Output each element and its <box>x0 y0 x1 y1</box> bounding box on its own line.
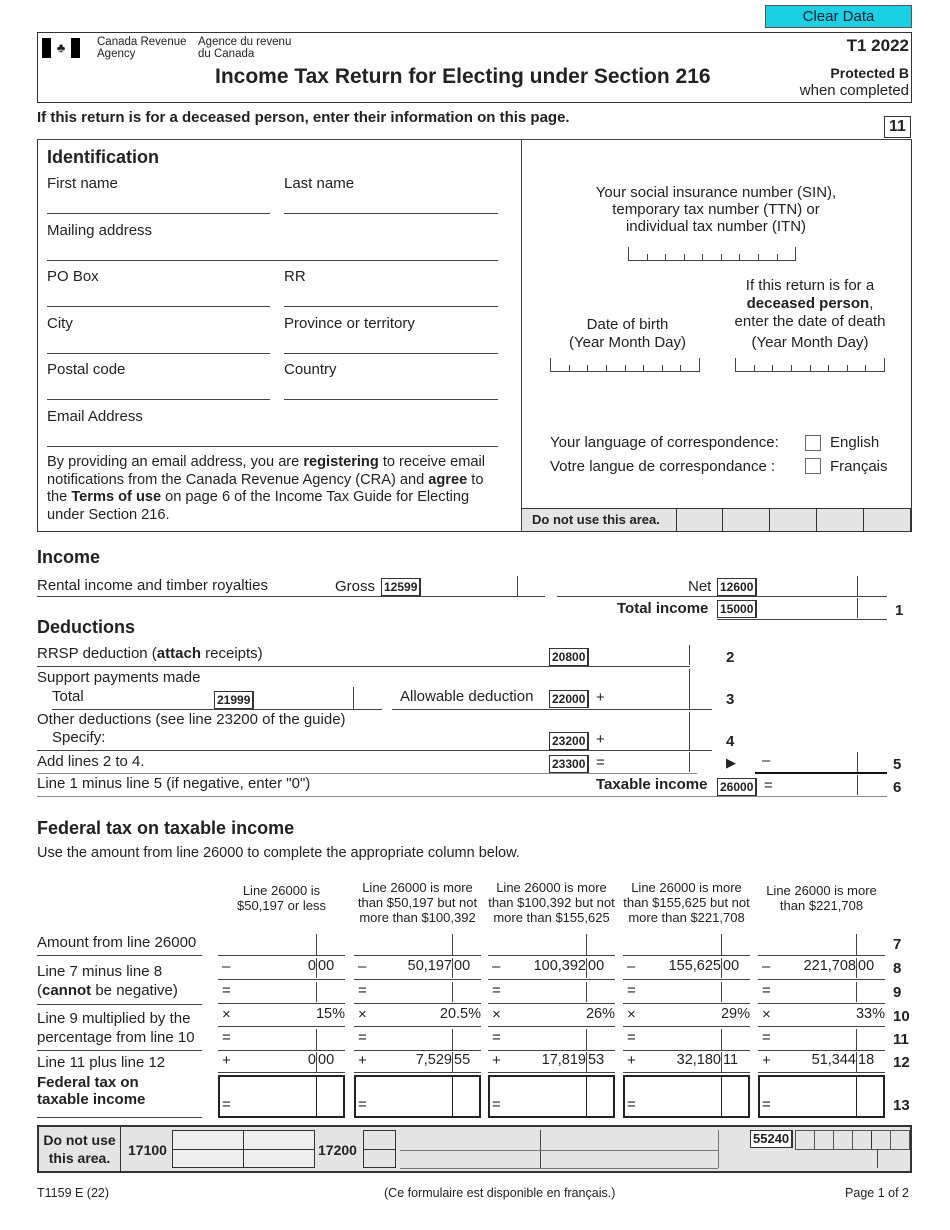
line-8-col-2 <box>354 979 481 980</box>
francais-checkbox[interactable] <box>805 458 821 474</box>
divider <box>452 982 453 1002</box>
plus-sign: + <box>627 1052 636 1069</box>
plus-sign: + <box>358 1052 367 1069</box>
federal-tax-heading: Federal tax on taxable income <box>37 818 295 838</box>
line-12-tax-amount-col-4: 32,180 <box>676 1052 721 1068</box>
line-number-9: 9 <box>893 984 902 1001</box>
line-10-rate-col-4: 29% <box>720 1006 750 1022</box>
equals-sign: = <box>222 1029 231 1046</box>
amount-label: Amount from line 26000 <box>37 934 197 951</box>
mailing-address-input[interactable] <box>47 260 498 261</box>
divider <box>452 1075 453 1118</box>
column-header-5 <box>748 883 895 913</box>
line-12-tax-amount-col-5: 51,344 <box>811 1052 856 1068</box>
line-13-input-col-3[interactable] <box>488 1075 615 1118</box>
identification-heading: Identification <box>47 147 159 167</box>
divider <box>586 1052 587 1072</box>
line-8-col-4 <box>623 979 750 980</box>
canada-flag-logo: ♣ <box>42 38 80 58</box>
minus-sign: – <box>627 958 636 975</box>
line-11-input-col-3[interactable] <box>488 1050 615 1051</box>
federal-tax-label: Federal tax on taxable income <box>37 1074 146 1108</box>
divider <box>452 1052 453 1072</box>
page-number: Page 1 of 2 <box>845 1186 909 1200</box>
add-lines-label: Add lines 2 to 4. <box>37 753 145 770</box>
gross-input[interactable] <box>37 596 545 597</box>
line-8-base-amount-col-2: 50,197 <box>407 958 452 974</box>
equals-sign: = <box>492 1029 501 1046</box>
po-box-label: PO Box <box>47 268 99 285</box>
line-12-cents-col-2: 55 <box>454 1052 471 1068</box>
line-10-rate-col-1: 15% <box>315 1006 345 1022</box>
minus-sign: – <box>492 958 501 975</box>
divider <box>721 934 722 956</box>
minus-sign: – <box>762 752 771 769</box>
first-name-label: First name <box>47 175 118 192</box>
country-input[interactable] <box>284 399 498 400</box>
divider <box>721 1052 722 1072</box>
divider <box>721 1075 722 1118</box>
divider <box>856 958 857 978</box>
line-number-6: 6 <box>893 779 902 796</box>
equals-sign: = <box>222 982 231 999</box>
minus-sign: – <box>762 958 771 975</box>
postal-code-input[interactable] <box>47 399 270 400</box>
column-header-line: Line 26000 is more <box>496 880 607 895</box>
page-title: Income Tax Return for Electing under Section 216 <box>215 65 711 88</box>
deductions-heading: Deductions <box>37 617 136 637</box>
death-date-label: If this return is for a deceased person, enter the date of death (Year Month Day) <box>734 277 886 351</box>
sin-label: Your social insurance number (SIN), temporary tax number (TTN) or individual tax number (ITN) <box>595 184 837 235</box>
line-10-col-5 <box>758 1026 885 1027</box>
po-box-input[interactable] <box>47 306 270 307</box>
line-26000-code: 26000 <box>717 778 757 796</box>
equals-sign: = <box>358 1029 367 1046</box>
clear-data-button[interactable]: Clear Data <box>765 5 912 28</box>
sin-input[interactable] <box>628 247 796 261</box>
divider <box>856 982 857 1002</box>
line-12-tax-amount-col-3: 17,819 <box>541 1052 586 1068</box>
line-11-input-col-4[interactable] <box>623 1050 750 1051</box>
column-header-line: $50,197 or less <box>237 898 326 913</box>
divider <box>316 982 317 1002</box>
line-12-tax-amount-col-1: 0 <box>307 1052 316 1068</box>
deceased-note: If this return is for a deceased person, enter their information on this page. <box>37 109 570 126</box>
last-name-label: Last name <box>284 175 355 192</box>
taxable-income-input[interactable] <box>37 796 887 797</box>
line-8-cents-col-5: 00 <box>858 958 875 974</box>
line-11-input-col-5[interactable] <box>758 1050 885 1051</box>
equals-sign: = <box>358 1096 367 1113</box>
line-10-rate-col-2: 20.5% <box>439 1006 481 1022</box>
line-10-col-4 <box>623 1026 750 1027</box>
city-label: City <box>47 315 73 332</box>
times-sign: × <box>762 1006 771 1023</box>
divider <box>452 1029 453 1050</box>
line-7-input-col-2[interactable] <box>354 955 481 956</box>
line-13-input-col-4[interactable] <box>623 1075 750 1118</box>
line-number-8: 8 <box>893 960 902 977</box>
code-55240: 55240 <box>750 1130 793 1148</box>
line-8-col-1 <box>218 979 345 980</box>
total-income-input[interactable] <box>717 619 887 620</box>
dob-input[interactable] <box>550 358 700 372</box>
divider <box>586 1029 587 1050</box>
line-9-input-col-5[interactable] <box>758 1003 885 1004</box>
when-completed-label: when completed <box>799 82 909 99</box>
line-12-col-3 <box>488 1072 615 1073</box>
line-8-cents-col-4: 00 <box>723 958 740 974</box>
equals-sign: = <box>492 982 501 999</box>
times-sign: × <box>627 1006 636 1023</box>
province-label: Province or territory <box>284 315 415 332</box>
line-10-rate-col-3: 26% <box>585 1006 615 1022</box>
divider <box>586 934 587 956</box>
line-number-5: 5 <box>893 756 902 773</box>
gross-label: Gross <box>335 578 376 595</box>
bottom-do-not-use-label: Do not use this area. <box>39 1127 121 1171</box>
plus-sign: + <box>762 1052 771 1069</box>
line-12-cents-col-1: 00 <box>318 1052 335 1068</box>
line-10-rate-col-5: 33% <box>855 1006 885 1022</box>
line-13-input-col-2[interactable] <box>354 1075 481 1118</box>
line-20800-code: 20800 <box>549 648 589 666</box>
line-number-1: 1 <box>895 602 904 619</box>
equals-sign: = <box>596 754 605 771</box>
postal-code-label: Postal code <box>47 361 126 378</box>
do-not-use-area: Do not use this area. <box>522 508 911 531</box>
line-13-input-col-1[interactable] <box>218 1075 345 1118</box>
line-12600-code: 12600 <box>717 578 757 596</box>
last-name-input[interactable] <box>284 213 498 214</box>
column-header-2 <box>344 880 491 925</box>
specify-label: Specify: <box>52 729 106 746</box>
line-9-input-col-3[interactable] <box>488 1003 615 1004</box>
equals-sign: = <box>358 982 367 999</box>
line-12-cents-col-3: 53 <box>588 1052 605 1068</box>
line-12-col-5 <box>758 1072 885 1073</box>
rental-income-label: Rental income and timber royalties <box>37 577 268 594</box>
arrow-icon: ▶ <box>726 755 736 770</box>
divider <box>452 958 453 978</box>
equals-sign: = <box>627 982 636 999</box>
email-label: Email Address <box>47 408 143 425</box>
times-sign: × <box>222 1006 231 1023</box>
line-9-multiplied-label: Line 9 multiplied by the percentage from line 10 <box>37 1010 195 1046</box>
english-checkbox[interactable] <box>805 435 821 451</box>
column-header-line: Line 26000 is more <box>362 880 473 895</box>
allowable-deduction-label: Allowable deduction <box>400 688 534 705</box>
city-input[interactable] <box>47 353 270 354</box>
line-12-cents-col-4: 11 <box>723 1052 739 1068</box>
line-8-cents-col-3: 00 <box>588 958 605 974</box>
equals-sign: = <box>762 1096 771 1113</box>
equals-sign: = <box>627 1029 636 1046</box>
column-header-line: than $50,197 but not <box>357 895 478 910</box>
agency-name-fr: Agence du revenu du Canada <box>198 36 292 60</box>
divider <box>316 1052 317 1072</box>
province-input[interactable] <box>284 353 498 354</box>
rr-input[interactable] <box>284 306 498 307</box>
line-8-cents-col-2: 00 <box>454 958 471 974</box>
line-7-input-col-5[interactable] <box>758 955 885 956</box>
equals-sign: = <box>627 1096 636 1113</box>
line-9-input-col-1[interactable] <box>218 1003 345 1004</box>
other-deductions-label: Other deductions (see line 23200 of the guide) <box>37 711 346 728</box>
line-number-11: 11 <box>893 1031 909 1048</box>
language-fr-label: Votre langue de correspondance : <box>550 458 776 475</box>
form-number: T1159 E (22) <box>37 1186 110 1200</box>
line-12-tax-amount-col-2: 7,529 <box>415 1052 452 1068</box>
equals-sign: = <box>762 982 771 999</box>
line-number-12: 12 <box>893 1054 910 1071</box>
plus-sign: + <box>596 689 605 706</box>
line-number-3: 3 <box>726 691 735 708</box>
first-name-input[interactable] <box>47 213 270 214</box>
line-22000-code: 22000 <box>549 690 589 708</box>
mailing-address-label: Mailing address <box>47 222 153 239</box>
email-input[interactable] <box>47 446 498 447</box>
divider <box>316 1029 317 1050</box>
line-number-10: 10 <box>893 1008 910 1025</box>
line-12-col-4 <box>623 1072 750 1073</box>
line-21999-code: 21999 <box>214 691 254 709</box>
line-13-input-col-5[interactable] <box>758 1075 885 1118</box>
plus-sign: + <box>596 731 605 748</box>
line-10-col-2 <box>354 1026 481 1027</box>
line-7-input-col-4[interactable] <box>623 955 750 956</box>
allowable-deduction-input[interactable] <box>392 709 712 710</box>
column-header-4 <box>613 880 760 925</box>
support-total-input[interactable] <box>52 709 382 710</box>
minus-sign: – <box>358 958 367 975</box>
line-23200-code: 23200 <box>549 732 589 750</box>
line-7-input-col-3[interactable] <box>488 955 615 956</box>
line-12599-code: 12599 <box>381 578 421 596</box>
taxable-income-label: Taxable income <box>596 776 708 793</box>
line1-minus-line5-label: Line 1 minus line 5 (if negative, enter "0") <box>37 775 311 792</box>
column-header-line: than $100,392 but not <box>488 895 615 910</box>
line-8-base-amount-col-1: 0 <box>307 958 316 974</box>
death-date-input[interactable] <box>735 358 885 372</box>
rrsp-input[interactable] <box>549 666 690 667</box>
times-sign: × <box>492 1006 501 1023</box>
column-header-line: than $221,708 <box>779 898 864 913</box>
line-number-4: 4 <box>726 733 735 750</box>
net-input[interactable] <box>557 596 887 597</box>
line-8-base-amount-col-4: 155,625 <box>668 958 721 974</box>
rr-label: RR <box>284 268 306 285</box>
line-12-col-2 <box>354 1072 481 1073</box>
minus-sign: – <box>222 958 231 975</box>
english-label: English <box>830 434 880 451</box>
income-heading: Income <box>37 547 101 567</box>
divider <box>316 1075 317 1118</box>
code-17100: 17100 <box>128 1142 167 1158</box>
line-10-col-3 <box>488 1026 615 1027</box>
equals-sign: = <box>762 1029 771 1046</box>
protected-label: Protected B <box>830 65 909 81</box>
line-11-input-col-2[interactable] <box>354 1050 481 1051</box>
divider <box>856 1075 857 1118</box>
other-deductions-input[interactable] <box>37 750 712 751</box>
equals-sign: = <box>222 1096 231 1113</box>
support-total-label: Total <box>52 688 84 705</box>
line-11-plus-12-label: Line 11 plus line 12 <box>37 1054 166 1071</box>
dob-label: Date of birth (Year Month Day) <box>569 316 686 351</box>
line-number-7: 7 <box>893 936 902 953</box>
french-availability-note: (Ce formulaire est disponible en français.) <box>384 1186 616 1200</box>
column-header-line: Line 26000 is more <box>631 880 742 895</box>
line-12-col-1 <box>218 1072 345 1073</box>
line-7-input-col-1[interactable] <box>218 955 345 956</box>
form-id: T1 2022 <box>846 36 909 55</box>
line-11-input-col-1[interactable] <box>218 1050 345 1051</box>
agency-name-en: Canada Revenue Agency <box>97 36 187 60</box>
code-17200: 17200 <box>318 1142 357 1158</box>
language-en-label: Your language of correspondence: <box>550 434 779 451</box>
divider <box>316 958 317 978</box>
line-12-cents-col-5: 18 <box>858 1052 875 1068</box>
column-header-line: more than $100,392 <box>359 910 476 925</box>
divider <box>586 982 587 1002</box>
times-sign: × <box>358 1006 367 1023</box>
plus-sign: + <box>492 1052 501 1069</box>
line-8-base-amount-col-3: 100,392 <box>533 958 586 974</box>
line-number-2: 2 <box>726 649 735 666</box>
francais-label: Français <box>830 458 888 475</box>
divider <box>856 1052 857 1072</box>
divider <box>721 958 722 978</box>
federal-tax-instruction: Use the amount from line 26000 to complete the appropriate column below. <box>37 845 520 861</box>
divider <box>586 958 587 978</box>
net-label: Net <box>688 578 712 595</box>
column-header-1 <box>208 883 355 913</box>
line-10-col-1 <box>218 1026 345 1027</box>
total-income-label: Total income <box>617 600 709 617</box>
page-code: 11 <box>884 116 911 138</box>
divider <box>586 1075 587 1118</box>
divider <box>452 934 453 956</box>
divider <box>856 1029 857 1050</box>
column-header-line: Line 26000 is <box>242 883 321 898</box>
line-8-cents-col-1: 00 <box>318 958 335 974</box>
support-label: Support payments made <box>37 669 201 686</box>
divider <box>316 934 317 956</box>
line-8-base-amount-col-5: 221,708 <box>803 958 856 974</box>
divider <box>721 1029 722 1050</box>
column-header-line: than $155,625 but not <box>623 895 750 910</box>
divider <box>721 982 722 1002</box>
line-9-input-col-2[interactable] <box>354 1003 481 1004</box>
line-15000-code: 15000 <box>717 600 757 618</box>
equals-sign: = <box>492 1096 501 1113</box>
plus-sign: + <box>222 1052 231 1069</box>
line-number-13: 13 <box>893 1097 910 1114</box>
rrsp-label: RRSP deduction (attach receipts) <box>37 645 263 662</box>
email-notice: By providing an email address, you are registering to receive email notifications from the Canada Revenue Agency (CRA) and agree to the Terms of use on page 6 of the Income Tax Guide for Electing under Section 216. <box>47 454 486 523</box>
country-label: Country <box>284 361 337 378</box>
equals-sign: = <box>764 777 773 794</box>
line-8-col-3 <box>488 979 615 980</box>
divider <box>856 934 857 956</box>
line-8-col-5 <box>758 979 885 980</box>
line-7-minus-8-label: Line 7 minus line 8 (cannot be negative) <box>37 963 178 999</box>
line-5-input[interactable] <box>755 772 887 774</box>
column-header-line: Line 26000 is more <box>766 883 877 898</box>
column-header-3 <box>478 880 625 925</box>
line-9-input-col-4[interactable] <box>623 1003 750 1004</box>
line-23300-code: 23300 <box>549 755 589 773</box>
column-header-line: more than $221,708 <box>628 910 745 925</box>
column-header-line: more than $155,625 <box>493 910 610 925</box>
